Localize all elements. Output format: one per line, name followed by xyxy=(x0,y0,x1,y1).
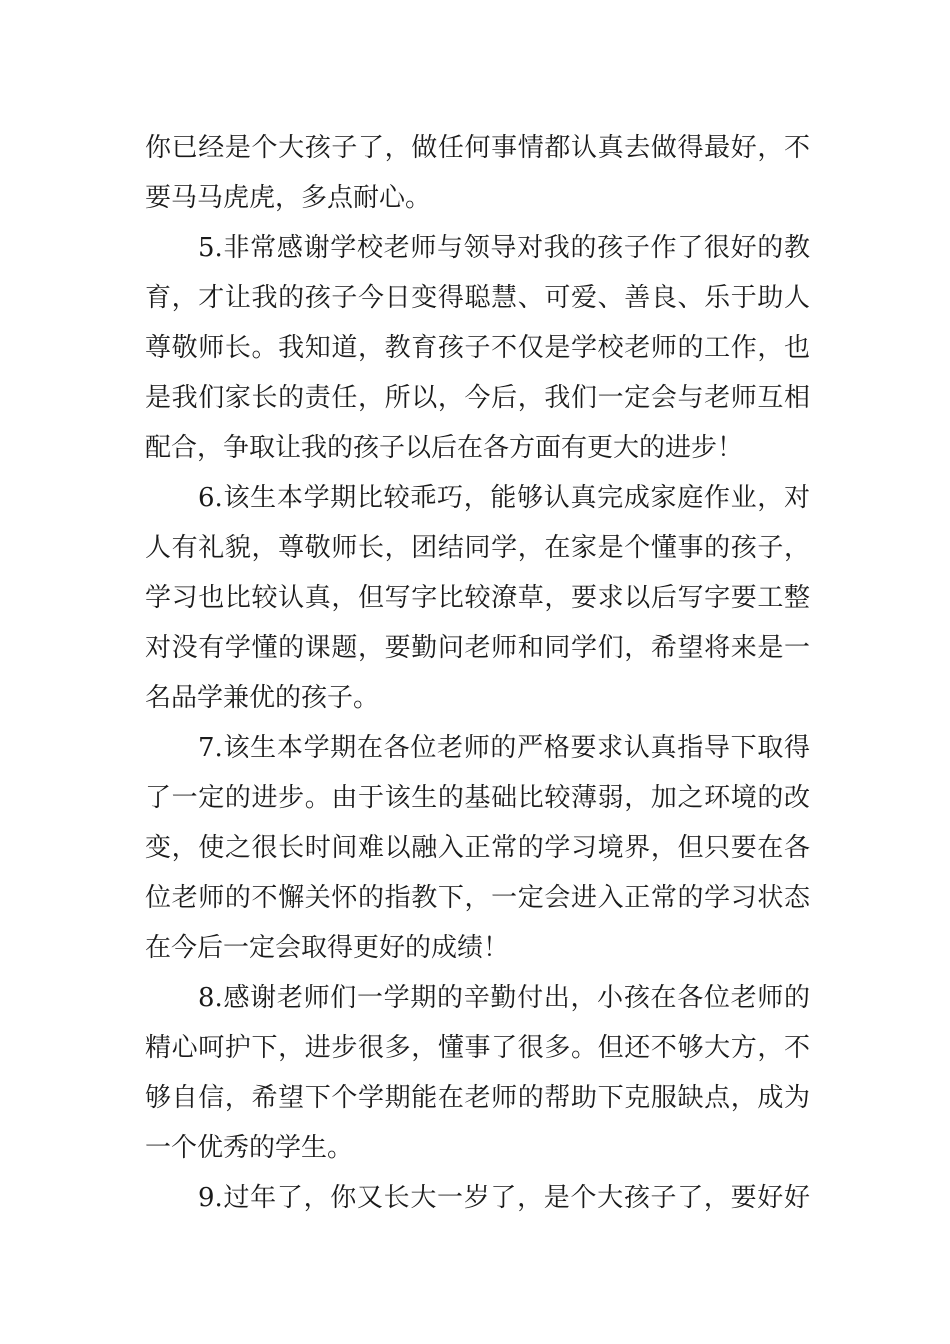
text-line: 了一定的进步。由于该生的基础比较薄弱，加之环境的改 xyxy=(145,783,810,813)
paragraph-9-start: 9.过年了，你又长大一岁了，是个大孩子了，要好好 xyxy=(198,1183,810,1213)
text-line: 对没有学懂的课题，要勤问老师和同学们，希望将来是一 xyxy=(145,633,810,663)
paragraph-5-start: 5.非常感谢学校老师与领导对我的孩子作了很好的教 xyxy=(198,233,810,263)
text-line: 学习也比较认真，但写字比较潦草，要求以后写字要工整 xyxy=(145,583,810,613)
text-line: 位老师的不懈关怀的指教下，一定会进入正常的学习状态 xyxy=(145,883,810,913)
text-line: 够自信，希望下个学期能在老师的帮助下克服缺点，成为 xyxy=(145,1083,810,1113)
text-line: 精心呵护下，进步很多，懂事了很多。但还不够大方，不 xyxy=(145,1033,810,1063)
paragraph-8-start: 8.感谢老师们一学期的辛勤付出，小孩在各位老师的 xyxy=(198,983,810,1013)
text-line: 育，才让我的孩子今日变得聪慧、可爱、善良、乐于助人 xyxy=(145,283,810,313)
text-line: 一个优秀的学生。 xyxy=(145,1133,354,1163)
paragraph-7-start: 7.该生本学期在各位老师的严格要求认真指导下取得 xyxy=(198,733,810,763)
text-line: 是我们家长的责任，所以，今后，我们一定会与老师互相 xyxy=(145,383,810,413)
text-line: 要马马虎虎，多点耐心。 xyxy=(145,183,432,213)
text-line: 配合，争取让我的孩子以后在各方面有更大的进步！ xyxy=(145,433,744,463)
text-line: 变，使之很长时间难以融入正常的学习境界，但只要在各 xyxy=(145,833,810,863)
text-line: 你已经是个大孩子了，做任何事情都认真去做得最好，不 xyxy=(145,133,810,163)
text-line: 尊敬师长。我知道，教育孩子不仅是学校老师的工作，也 xyxy=(145,333,810,363)
text-line: 名品学兼优的孩子。 xyxy=(145,683,380,713)
text-line: 人有礼貌，尊敬师长，团结同学，在家是个懂事的孩子， xyxy=(145,533,810,563)
paragraph-6-start: 6.该生本学期比较乖巧，能够认真完成家庭作业，对 xyxy=(198,483,810,513)
text-line: 在今后一定会取得更好的成绩！ xyxy=(145,933,510,963)
